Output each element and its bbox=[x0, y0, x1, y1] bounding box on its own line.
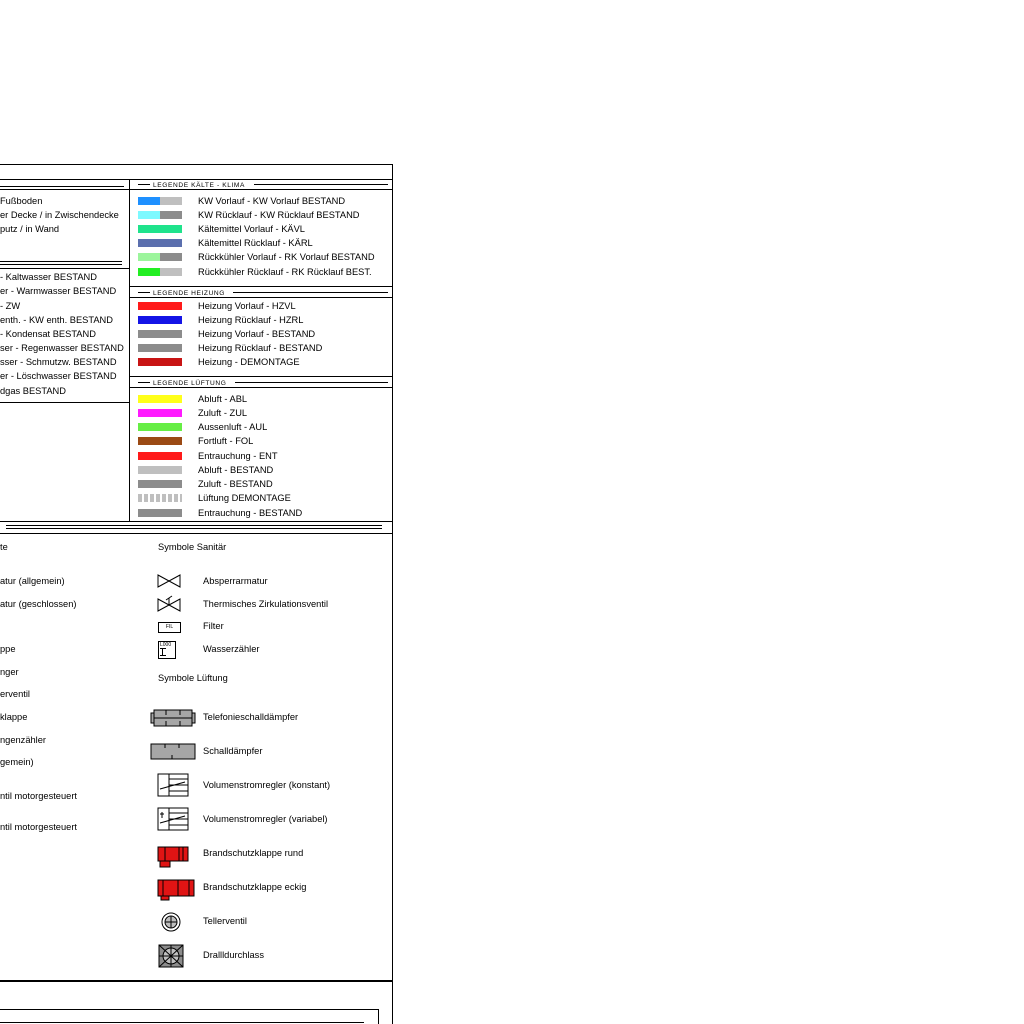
heating-label: Heizung Vorlauf - BESTAND bbox=[198, 329, 316, 339]
fire-damper-round-icon bbox=[157, 844, 189, 870]
left-symbol-item: ntil motorgesteuert bbox=[0, 791, 77, 801]
cooling-swatch bbox=[138, 225, 182, 233]
heating-heading: LEGENDE HEIZUNG bbox=[153, 290, 226, 297]
cooling-label: Rückkühler Vorlauf - RK Vorlauf BESTAND bbox=[198, 252, 375, 262]
water-meter-icon bbox=[158, 641, 176, 659]
silencer-icon bbox=[150, 743, 196, 761]
vent-heading: LEGENDE LÜFTUNG bbox=[153, 380, 227, 387]
left-symbol-item: atur (allgemein) bbox=[0, 576, 65, 586]
sanitary-symbol-label: Thermisches Zirkulationsventil bbox=[203, 599, 329, 609]
cooling-swatch bbox=[138, 268, 182, 276]
vent-label: Entrauchung - BESTAND bbox=[198, 508, 303, 518]
cooling-heading-rule bbox=[254, 184, 388, 185]
water-meter-tag: L000 bbox=[160, 642, 172, 648]
heating-swatch bbox=[138, 330, 182, 338]
left-symbol-item: nger bbox=[0, 667, 19, 677]
left-sanitary-item: - Kondensat BESTAND bbox=[0, 329, 96, 339]
left-sanitary-item: enth. - KW enth. BESTAND bbox=[0, 315, 113, 325]
vent-label: Aussenluft - AUL bbox=[198, 422, 268, 432]
cooling-label: KW Vorlauf - KW Vorlauf BESTAND bbox=[198, 196, 346, 206]
left-symbol-item: erventil bbox=[0, 689, 30, 699]
sanitary-symbol-label: Absperrarmatur bbox=[203, 576, 268, 586]
heating-swatch bbox=[138, 344, 182, 352]
cooling-label: Kältemittel Rücklauf - KÄRL bbox=[198, 238, 313, 248]
frame-right-border bbox=[392, 164, 393, 1024]
vent-swatch bbox=[138, 509, 182, 517]
heating-label: Heizung Rücklauf - BESTAND bbox=[198, 343, 323, 353]
heating-swatch bbox=[138, 316, 182, 324]
left-symbol-item: ntil motorgesteuert bbox=[0, 822, 77, 832]
cooling-label: Rückkühler Rücklauf - RK Rücklauf BEST. bbox=[198, 267, 372, 277]
flow-controller-constant-icon bbox=[157, 773, 189, 798]
symbols-ventilation-heading: Symbole Lüftung bbox=[158, 673, 228, 683]
left-symbol-heading: te bbox=[0, 542, 8, 552]
vent-swatch bbox=[138, 452, 182, 460]
vent-swatch-dashed bbox=[138, 494, 182, 502]
left-rule-2 bbox=[0, 261, 122, 262]
cooling-label: Kältemittel Vorlauf - KÄVL bbox=[198, 224, 305, 234]
heating-rule-top bbox=[130, 286, 393, 287]
symbols-rule-bottom bbox=[0, 533, 393, 534]
heating-label: Heizung Vorlauf - HZVL bbox=[198, 301, 296, 311]
left-sanitary-item: dgas BESTAND bbox=[0, 386, 66, 396]
plate-valve-icon bbox=[161, 912, 181, 932]
vent-symbol-label: Brandschutzklappe rund bbox=[203, 848, 304, 858]
lower-box-right bbox=[378, 1009, 379, 1024]
cooling-swatch bbox=[138, 253, 182, 261]
vent-symbol-label: Drallldurchlass bbox=[203, 950, 264, 960]
column-divider bbox=[129, 179, 130, 521]
left-symbol-item: ppe bbox=[0, 644, 16, 654]
cooling-swatch bbox=[138, 239, 182, 247]
left-sanitary-item: sser - Schmutzw. BESTAND bbox=[0, 357, 117, 367]
vent-label: Entrauchung - ENT bbox=[198, 451, 278, 461]
fire-damper-angular-icon bbox=[157, 877, 195, 901]
left-sanitary-item: er - Warmwasser BESTAND bbox=[0, 286, 117, 296]
lower-box-inner bbox=[0, 1022, 364, 1023]
cooling-heading-dash bbox=[138, 184, 150, 185]
vent-symbol-label: Telefonieschalldämpfer bbox=[203, 712, 299, 722]
left-top-item: Fußboden bbox=[0, 196, 43, 206]
symbols-bottom-border bbox=[0, 980, 393, 982]
left-top-item: er Decke / in Zwischendecke bbox=[0, 210, 119, 220]
heating-swatch bbox=[138, 302, 182, 310]
symbols-rule-top bbox=[0, 521, 393, 522]
frame-top-border bbox=[0, 164, 393, 165]
left-rule-3 bbox=[0, 264, 122, 265]
heating-label: Heizung - DEMONTAGE bbox=[198, 357, 300, 367]
lower-box-top bbox=[0, 1009, 379, 1010]
shutoff-valve-icon bbox=[157, 574, 181, 588]
sanitary-symbol-label: Wasserzähler bbox=[203, 644, 260, 654]
vent-label: Lüftung DEMONTAGE bbox=[198, 493, 291, 503]
left-rule-1 bbox=[0, 186, 124, 187]
vent-symbol-label: Schalldämpfer bbox=[203, 746, 263, 756]
symbols-sanitary-heading: Symbole Sanitär bbox=[158, 542, 227, 552]
vent-symbol-label: Volumenstromregler (variabel) bbox=[203, 814, 328, 824]
filter-tag: FIL bbox=[165, 624, 174, 630]
symbols-rule-mid1 bbox=[6, 525, 382, 526]
left-sanitary-item: - Kaltwasser BESTAND bbox=[0, 272, 97, 282]
heating-label: Heizung Rücklauf - HZRL bbox=[198, 315, 304, 325]
vent-swatch bbox=[138, 395, 182, 403]
heating-heading-dash bbox=[138, 292, 150, 293]
vent-swatch bbox=[138, 409, 182, 417]
left-symbol-item: klappe bbox=[0, 712, 28, 722]
left-symbol-item: ngenzähler bbox=[0, 735, 47, 745]
vent-heading-rule bbox=[235, 382, 388, 383]
vent-heading-dash bbox=[138, 382, 150, 383]
left-top-item: putz / in Wand bbox=[0, 224, 60, 234]
heating-swatch bbox=[138, 358, 182, 366]
left-symbol-item: atur (geschlossen) bbox=[0, 599, 77, 609]
swirl-diffuser-icon bbox=[158, 944, 184, 968]
vent-swatch bbox=[138, 466, 182, 474]
left-sanitary-item: er - Löschwasser BESTAND bbox=[0, 371, 117, 381]
sanitary-symbol-label: Filter bbox=[203, 621, 224, 631]
symbols-rule-mid2 bbox=[6, 528, 382, 529]
vent-swatch bbox=[138, 423, 182, 431]
cooling-swatch bbox=[138, 211, 182, 219]
vent-symbol-label: Brandschutzklappe eckig bbox=[203, 882, 307, 892]
vent-swatch bbox=[138, 480, 182, 488]
thermal-circulation-valve-icon bbox=[157, 594, 181, 612]
vent-swatch bbox=[138, 437, 182, 445]
vent-label: Zuluft - ZUL bbox=[198, 408, 248, 418]
telephony-silencer-icon bbox=[150, 707, 196, 729]
left-sanitary-item: ser - Regenwasser BESTAND bbox=[0, 343, 124, 353]
flow-controller-variable-icon bbox=[157, 807, 189, 832]
vent-label: Zuluft - BESTAND bbox=[198, 479, 273, 489]
vent-rule-top bbox=[130, 376, 393, 377]
left-symbol-item: gemein) bbox=[0, 757, 34, 767]
heating-heading-rule bbox=[233, 292, 388, 293]
vent-symbol-label: Volumenstromregler (konstant) bbox=[203, 780, 331, 790]
left-sanitary-item: - ZW bbox=[0, 301, 21, 311]
vent-label: Abluft - BESTAND bbox=[198, 465, 274, 475]
cooling-swatch bbox=[138, 197, 182, 205]
cooling-heading: LEGENDE KÄLTE - KLIMA bbox=[153, 182, 245, 189]
vent-label: Fortluft - FOL bbox=[198, 436, 254, 446]
left-rule-5 bbox=[0, 402, 130, 403]
vent-label: Abluft - ABL bbox=[198, 394, 248, 404]
cooling-label: KW Rücklauf - KW Rücklauf BESTAND bbox=[198, 210, 360, 220]
vent-symbol-label: Tellerventil bbox=[203, 916, 247, 926]
left-rule-4 bbox=[0, 268, 130, 269]
filter-icon bbox=[158, 622, 181, 633]
